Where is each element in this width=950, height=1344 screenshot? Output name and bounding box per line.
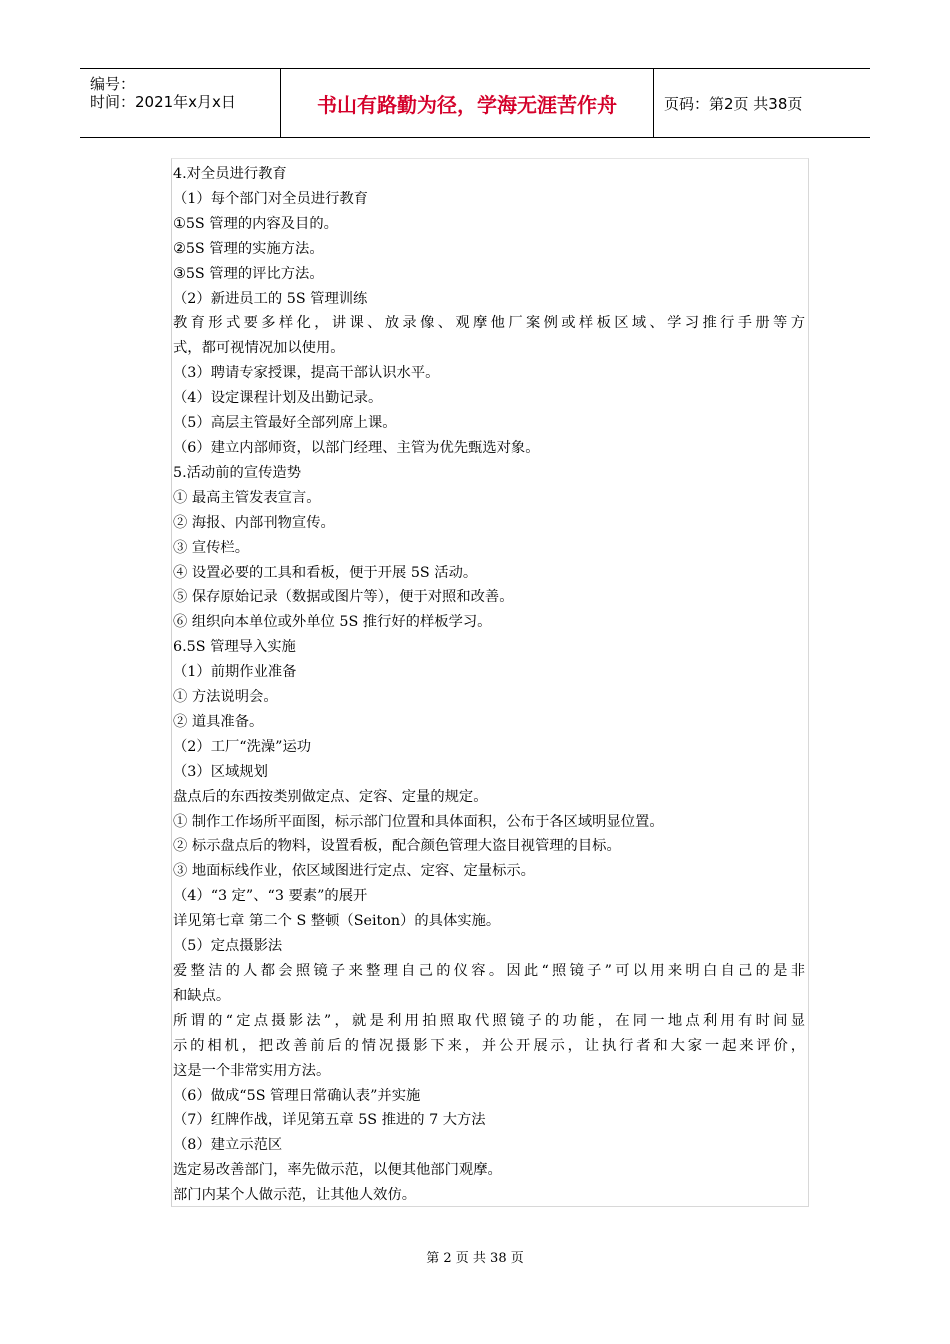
- text-line: 所谓的“定点摄影法”，就是利用拍照取代照镜子的功能，在同一地点利用有时间显: [173, 1012, 805, 1029]
- text-line: ③ 宣传栏。: [173, 539, 250, 556]
- text-line: 示的相机，把改善前后的情况摄影下来，并公开展示，让执行者和大家一起来评价，: [173, 1037, 805, 1054]
- text-line: ② 海报、内部刊物宣传。: [173, 514, 335, 531]
- text-line: ② 标示盘点后的物料，设置看板，配合颜色管理大盗目视管理的目标。: [173, 838, 621, 855]
- header-info-cell: [80, 69, 281, 137]
- text-line: （5）定点摄影法: [173, 938, 283, 955]
- motto-text: 书山有路勤为径，学海无涯苦作舟: [317, 92, 617, 117]
- text-line: （7）红牌作战，详见第五章 5S 推进的 7 大方法: [173, 1112, 486, 1129]
- page-info-text: 页码：第2页 共38页: [664, 94, 803, 113]
- text-line: （6）做成“5S 管理日常确认表”并实施: [173, 1087, 421, 1104]
- date-line: 时间：2021年x月x日: [90, 93, 236, 111]
- text-line: 4.对全员进行教育: [173, 166, 287, 182]
- text-line: 选定易改善部门，率先做示范，以便其他部门观摩。: [173, 1162, 502, 1179]
- text-line: 式，都可视情况加以使用。: [173, 340, 345, 357]
- text-line: ① 最高主管发表宣言。: [173, 489, 321, 506]
- text-line: （1）每个部门对全员进行教育: [173, 190, 368, 207]
- page-info-cell: [654, 69, 870, 137]
- text-line: ① 制作工作场所平面图，标示部门位置和具体面积，公布于各区域明显位置。: [173, 813, 664, 830]
- content-box: [171, 158, 809, 1207]
- text-line: ② 道具准备。: [173, 713, 264, 730]
- text-line: 详见第七章 第二个 S 整顿（Seiton）的具体实施。: [173, 913, 501, 930]
- text-line: （2）工厂“洗澡”运功: [173, 738, 312, 755]
- text-line: （4）“3 定”、“3 要素”的展开: [173, 888, 368, 905]
- text-line: （6）建立内部师资，以部门经理、主管为优先甄选对象。: [173, 439, 540, 456]
- text-line: ① 方法说明会。: [173, 689, 278, 706]
- page-footer: 第 2 页 共 38 页: [426, 1251, 524, 1266]
- text-line: 和缺点。: [173, 987, 231, 1004]
- text-line: ④ 设置必要的工具和看板，便于开展 5S 活动。: [173, 564, 478, 581]
- text-line: （3）区域规划: [173, 763, 268, 780]
- motto-cell: [281, 69, 654, 137]
- text-line: （8）建立示范区: [173, 1137, 283, 1154]
- text-line: （1）前期作业准备: [173, 664, 297, 681]
- text-line: （4）设定课程计划及出勤记录。: [173, 390, 383, 407]
- text-line: ⑤ 保存原始记录（数据或图片等），便于对照和改善。: [173, 589, 514, 606]
- text-line: 这是一个非常实用方法。: [173, 1062, 331, 1079]
- text-line: 盘点后的东西按类别做定点、定容、定量的规定。: [173, 788, 488, 805]
- header-table: [80, 68, 870, 138]
- text-line: 5.活动前的宣传造势: [173, 464, 302, 481]
- text-line: 教育形式要多样化，讲课、放录像、观摩他厂案例或样板区域、学习推行手册等方: [173, 315, 805, 332]
- text-line: ②5S 管理的实施方法。: [173, 240, 324, 257]
- text-line: 爱整洁的人都会照镜子来整理自己的仪容。因此“照镜子”可以用来明白自己的是非: [173, 963, 805, 979]
- text-line: 部门内某个人做示范，让其他人效仿。: [173, 1187, 417, 1204]
- text-line: 6.5S 管理导入实施: [173, 639, 296, 656]
- text-line: ⑥ 组织向本单位或外单位 5S 推行好的样板学习。: [173, 614, 492, 631]
- text-line: （2）新进员工的 5S 管理训练: [173, 290, 368, 307]
- text-line: （3）聘请专家授课，提高干部认识水平。: [173, 365, 440, 382]
- number-label: 编号：: [90, 75, 136, 93]
- text-line: （5）高层主管最好全部列席上课。: [173, 415, 397, 432]
- text-line: ①5S 管理的内容及目的。: [173, 215, 338, 232]
- content-lines: [173, 162, 805, 1208]
- text-line: ③ 地面标线作业，依区域图进行定点、定容、定量标示。: [173, 863, 535, 880]
- text-line: ③5S 管理的评比方法。: [173, 265, 324, 282]
